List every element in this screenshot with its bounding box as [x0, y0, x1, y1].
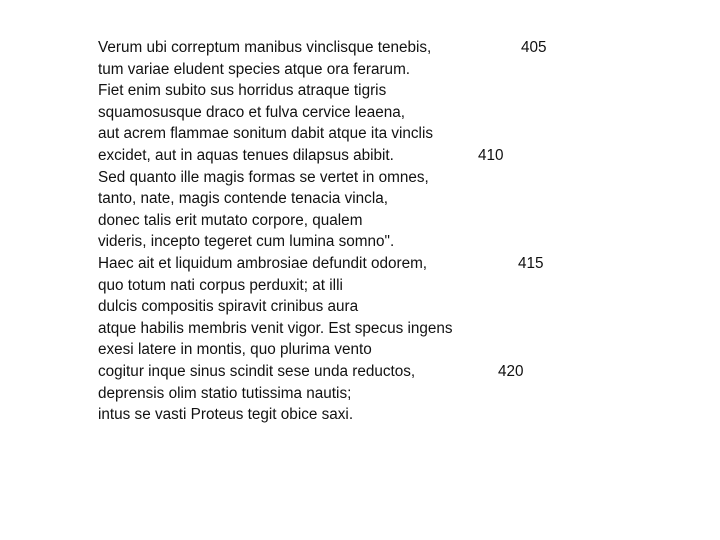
verse-text: atque habilis membris venit vigor. Est specus ingens: [98, 319, 453, 337]
verse-text: quo totum nati corpus perduxit; at illi: [98, 276, 343, 294]
verse-text: Fiet enim subito sus horridus atraque tigris: [98, 82, 387, 100]
verse-text: videris, incepto tegeret cum lumina somno".: [98, 233, 395, 251]
verse-text: exesi latere in montis, quo plurima vento: [98, 341, 372, 359]
poem-text: [98, 37, 658, 426]
verse-text: tum variae eludent species atque ora ferarum.: [98, 60, 411, 78]
verse-text: excidet, aut in aquas tenues dilapsus abibit.: [98, 146, 394, 164]
verse-text: Haec ait et liquidum ambrosiae defundit odorem,: [98, 254, 428, 272]
line-number: 420: [498, 362, 524, 380]
verse-line: [98, 123, 658, 145]
verse-line: [98, 275, 658, 297]
verse-text: cogitur inque sinus scindit sese unda reductos,: [98, 362, 416, 380]
line-number: 415: [518, 254, 544, 272]
verse-line: [98, 210, 658, 232]
verse-text: intus se vasti Proteus tegit obice saxi.: [98, 406, 354, 424]
verse-line: [98, 339, 658, 361]
verse-text: aut acrem flammae sonitum dabit atque ita vinclis: [98, 125, 433, 143]
line-number: 410: [478, 146, 504, 164]
verse-text: deprensis olim statio tutissima nautis;: [98, 384, 352, 402]
verse-line: [98, 59, 658, 81]
verse-line: [98, 318, 658, 340]
verse-text: donec talis erit mutato corpore, qualem: [98, 211, 363, 229]
verse-line: [98, 167, 658, 189]
verse-line: [98, 37, 658, 59]
verse-line: [98, 80, 658, 102]
verse-text: squamosusque draco et fulva cervice leaena,: [98, 103, 405, 121]
verse-line: [98, 361, 658, 383]
verse-line: [98, 188, 658, 210]
verse-line: [98, 404, 658, 426]
verse-line: [98, 102, 658, 124]
verse-line: [98, 383, 658, 405]
verse-text: Sed quanto ille magis formas se vertet in omnes,: [98, 168, 429, 186]
verse-line: [98, 145, 658, 167]
verse-line: [98, 231, 658, 253]
verse-text: dulcis compositis spiravit crinibus aura: [98, 298, 359, 316]
verse-text: tanto, nate, magis contende tenacia vincla,: [98, 190, 388, 208]
verse-text: Verum ubi correptum manibus vinclisque tenebis,: [98, 39, 432, 56]
line-number: 405: [521, 39, 547, 56]
verse-line: [98, 253, 658, 275]
verse-line: [98, 296, 658, 318]
